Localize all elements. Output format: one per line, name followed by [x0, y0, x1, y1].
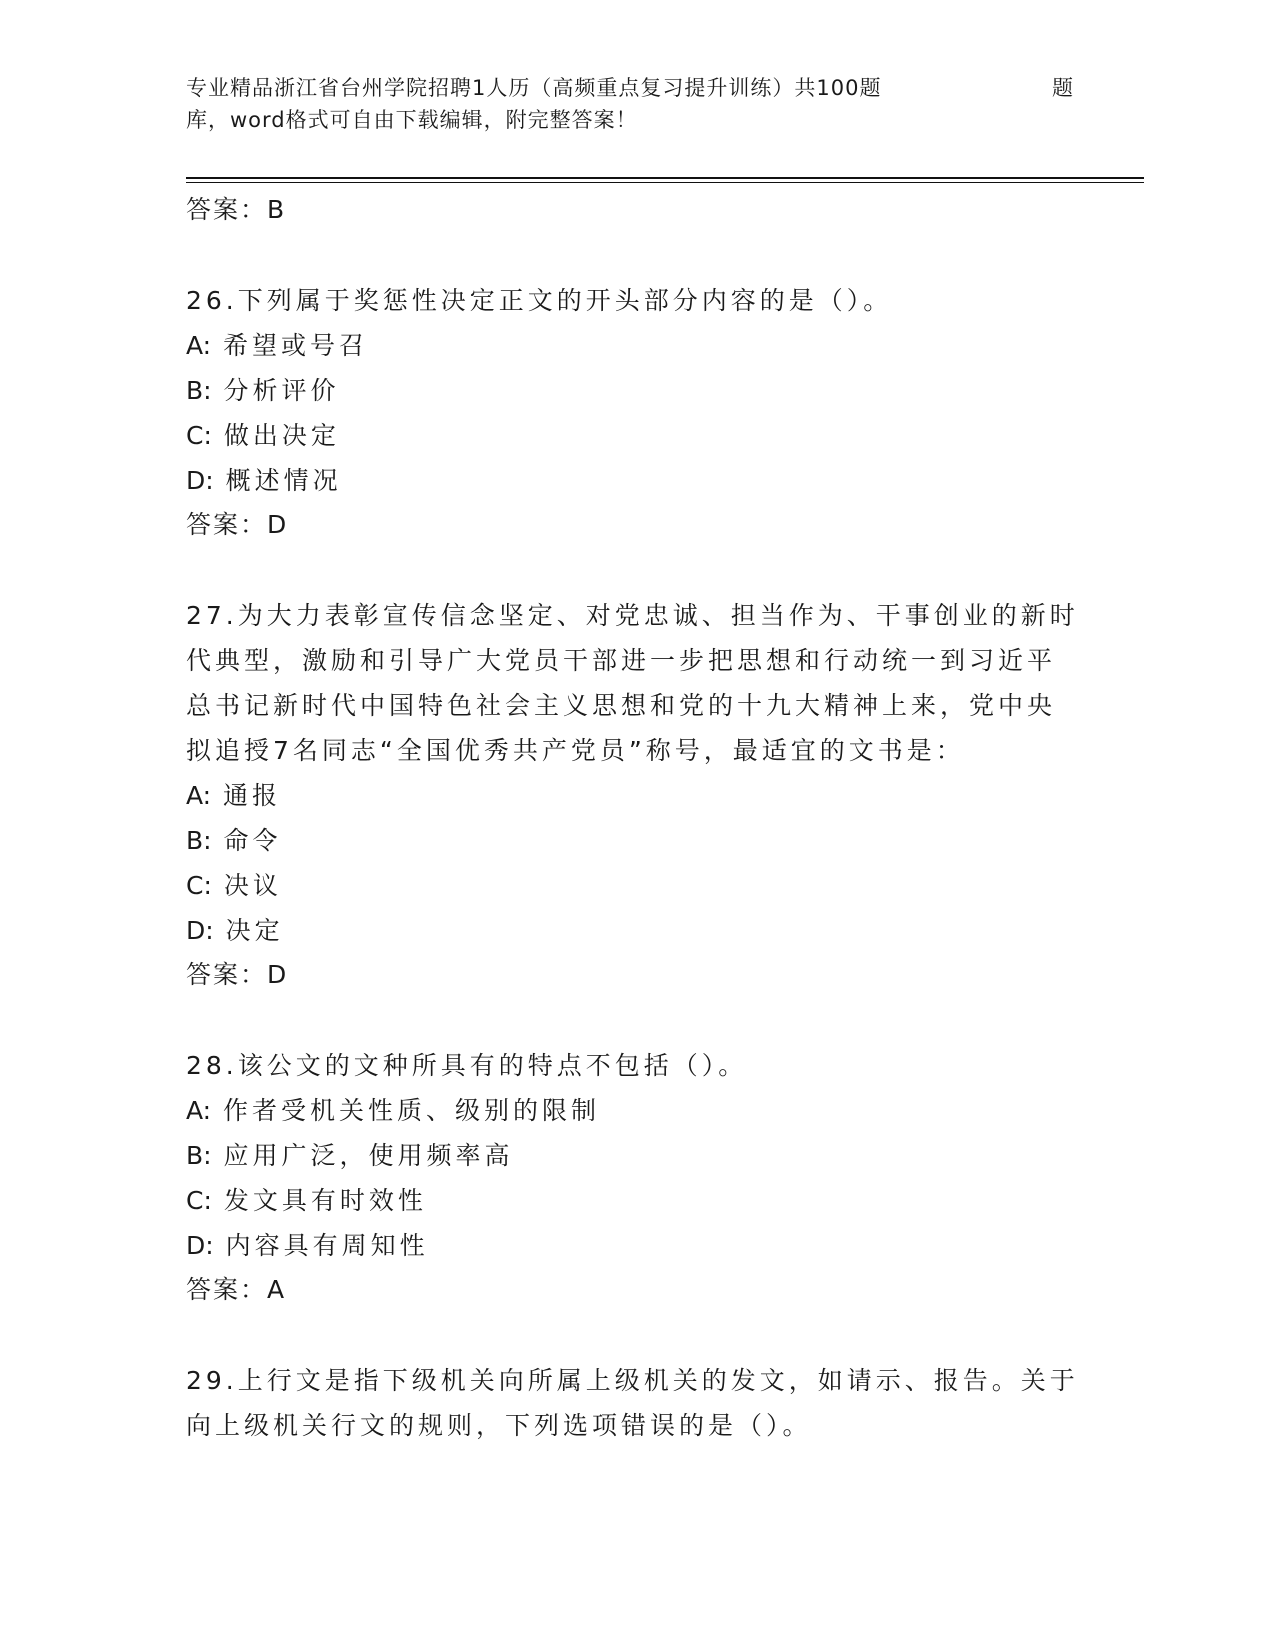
header-title-trail: 题	[1052, 76, 1074, 100]
header-title-line-2: 库，word格式可自由下载编辑，附完整答案！	[186, 108, 638, 132]
question-29-line-2: 向上级机关行文的规则，下列选项错误的是（）。	[186, 1411, 812, 1440]
spacer	[186, 1312, 1086, 1358]
question-26-option-d: D: 概述情况	[186, 466, 342, 495]
question-28-option-c: C: 发文具有时效性	[186, 1186, 427, 1215]
header-divider-thick	[186, 177, 1144, 179]
header-title-text: 专业精品浙江省台州学院招聘1人历（高频重点复习提升训练）共100题	[186, 76, 882, 100]
question-27-line-1: 27.为大力表彰宣传信念坚定、对党忠诚、担当作为、干事创业的新时	[186, 601, 1079, 630]
question-26-text: 26.下列属于奖惩性决定正文的开头部分内容的是（）。	[186, 286, 893, 315]
question-26-option-b: B: 分析评价	[186, 376, 340, 405]
question-28-option-a: A: 作者受机关性质、级别的限制	[186, 1096, 601, 1125]
question-28-option-b: B: 应用广泛，使用频率高	[186, 1141, 514, 1170]
question-29-text	[186, 1358, 1086, 1448]
question-27-option-c: C: 决议	[186, 871, 282, 900]
answer-27: 答案：D	[186, 960, 289, 989]
question-27-text	[186, 593, 1086, 773]
question-list	[186, 188, 1086, 1448]
question-28-option-d: D: 内容具有周知性	[186, 1231, 429, 1260]
question-27-option-b: B: 命令	[186, 826, 282, 855]
question-27-option-a: A: 通报	[186, 781, 282, 810]
question-27-option-d: D: 决定	[186, 916, 284, 945]
question-26-option-c: C: 做出决定	[186, 421, 340, 450]
spacer	[186, 997, 1086, 1043]
question-27-line-3: 总书记新时代中国特色社会主义思想和党的十九大精神上来，党中央	[186, 691, 1057, 720]
question-28-text: 28.该公文的文种所具有的特点不包括（）。	[186, 1051, 748, 1080]
spacer	[186, 547, 1086, 593]
header-divider-thin	[186, 182, 1144, 183]
question-27-line-4: 拟追授7名同志“全国优秀共产党员”称号，最适宜的文书是：	[186, 736, 965, 765]
spacer	[186, 232, 1086, 278]
answer-26: 答案：D	[186, 510, 289, 539]
page-header	[186, 72, 1086, 136]
question-27-line-2: 代典型，激励和引导广大党员干部进一步把思想和行动统一到习近平	[186, 646, 1057, 675]
question-26-option-a: A: 希望或号召	[186, 331, 369, 360]
header-title-line-1	[186, 72, 1086, 104]
answer-25: 答案：B	[186, 195, 287, 224]
answer-28: 答案：A	[186, 1275, 287, 1304]
question-29-line-1: 29.上行文是指下级机关向所属上级机关的发文，如请示、报告。关于	[186, 1366, 1079, 1395]
